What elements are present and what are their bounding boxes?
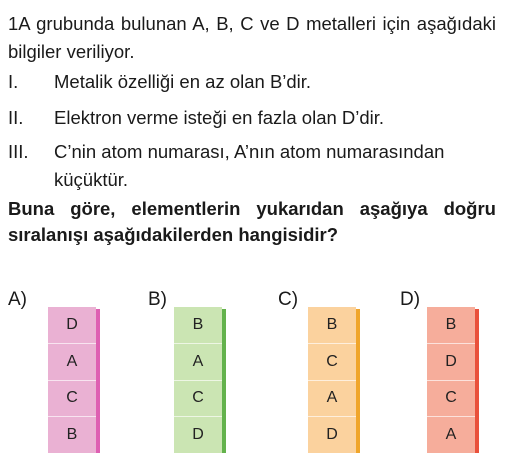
stack-side-edge xyxy=(222,309,226,453)
stack-cell: B xyxy=(48,416,96,453)
stack-cell: D xyxy=(308,416,356,453)
option-c-label[interactable]: C) xyxy=(278,289,299,310)
stack-face xyxy=(174,307,222,453)
stack-face xyxy=(427,307,475,453)
stack-cell: B xyxy=(445,315,457,333)
stack-cell: D xyxy=(66,315,78,333)
stack-cell: A xyxy=(308,380,356,417)
stack-cell: B xyxy=(192,315,204,333)
question-text: Buna göre, elementlerin yukarıdan aşağıya doğru sıralanışı aşağıdakilerden hangisidir? xyxy=(8,198,496,245)
option-d-label[interactable]: D) xyxy=(400,289,421,310)
stack-side-edge xyxy=(356,309,360,453)
option-b-label[interactable]: B) xyxy=(148,289,167,310)
stack-cell: A xyxy=(174,343,222,380)
statement-text: Elektron verme isteği en fazla olan D’dir. xyxy=(54,107,385,128)
statement-number: III. xyxy=(8,141,29,162)
stack-cell: B xyxy=(326,315,338,333)
intro-text: 1A grubunda bulunan A, B, C ve D metalleri için aşağıdaki bilgiler veriliyor. xyxy=(8,13,496,62)
option-a-label[interactable]: A) xyxy=(8,289,27,310)
stack-face xyxy=(308,307,356,453)
option-d-stack[interactable] xyxy=(427,307,479,453)
stack-cell: D xyxy=(427,343,475,380)
statement-number: II. xyxy=(8,107,24,128)
stack-cell: A xyxy=(48,343,96,380)
stack-side-edge xyxy=(475,309,479,453)
statement-number: I. xyxy=(8,71,19,92)
stack-cell: C xyxy=(48,380,96,417)
stack-cell: D xyxy=(174,416,222,453)
stack-side-edge xyxy=(96,309,100,453)
stack-face xyxy=(48,307,96,453)
option-b-stack[interactable] xyxy=(174,307,226,453)
stack-cell: C xyxy=(174,380,222,417)
statement-text: C’nin atom numarası, A’nın atom numarasından küçüktür. xyxy=(54,141,445,190)
statement-text: Metalik özelliği en az olan B’dir. xyxy=(54,71,312,92)
stack-cell: A xyxy=(427,416,475,453)
option-a-stack[interactable] xyxy=(48,307,100,453)
stack-cell: C xyxy=(427,380,475,417)
option-c-stack[interactable] xyxy=(308,307,360,453)
stack-cell: C xyxy=(308,343,356,380)
